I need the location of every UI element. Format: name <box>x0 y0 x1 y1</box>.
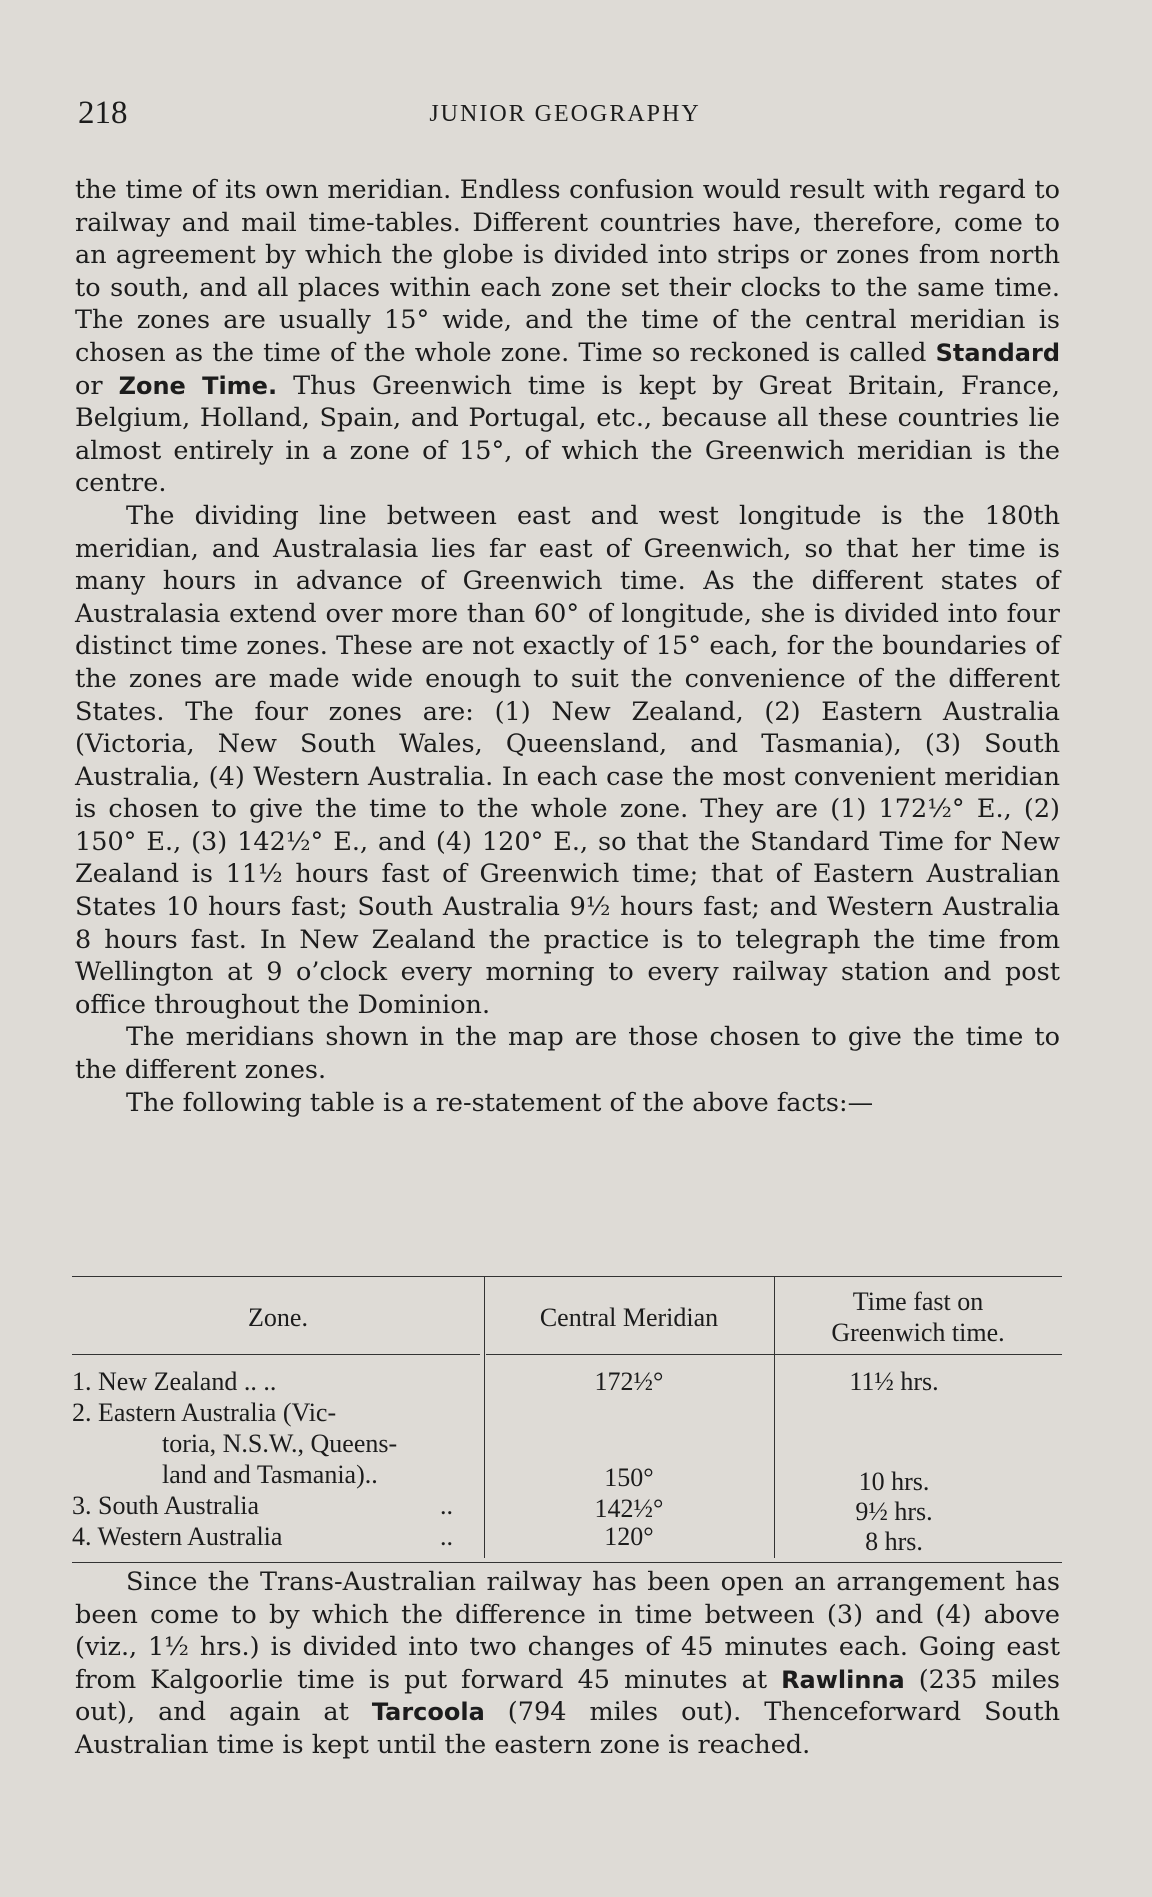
table-row-3-fast: 9½ hrs. <box>855 1497 933 1526</box>
table-bottom-rule <box>72 1562 1062 1563</box>
paragraph-1-text-a: the time of its own meridian. Endless confusion would result with regard to railway and mail time-tables. Different countries have, therefore, come to an agreement by which the globe is divided into strips or zones from north to south, and all places within each zone set their clocks to the same time. The zones are usually 15° wide, and the time of the central meridian is chosen as the time of the whole zone. Time so reckoned is called <box>75 175 1060 368</box>
table-row-1-meridian: 172½° <box>594 1367 664 1396</box>
header-zone: Zone. <box>248 1303 308 1332</box>
table-row-2-zone-line-1: 2. Eastern Australia (Vic- <box>72 1398 337 1427</box>
table-row-4-meridian: 120° <box>604 1522 654 1551</box>
table-row-3-leader: .. <box>440 1491 453 1520</box>
page-header <box>78 95 1052 135</box>
term-standard: Standard <box>935 338 1060 367</box>
paragraph-5-text-a: Since the Trans-Australian railway has been open an arrangement has been come to by which the difference in time between (3) and (4) above (viz., 1½ hrs.) is divided into two changes of 45 minutes each. Going east from Kalgoorlie time is put forward 45 minutes at <box>75 1567 1060 1695</box>
page-number: 218 <box>78 95 128 131</box>
paragraph-5-text-c: (235 miles out), and again at <box>75 1664 1061 1728</box>
header-time-fast-line-1: Time fast on <box>852 1287 984 1316</box>
table-row-2-zone-line-3: land and Tasmania).. <box>162 1460 378 1489</box>
place-tarcoola: Tarcoola <box>371 1698 485 1727</box>
table-row-1-zone: 1. New Zealand .. .. <box>72 1367 277 1396</box>
paragraph-1 <box>75 174 1060 500</box>
body-text-continued <box>75 1566 1060 1762</box>
body-text <box>75 174 1060 1119</box>
table-row-2-fast: 10 hrs. <box>858 1467 930 1496</box>
table-top-rule <box>72 1276 1062 1277</box>
table-row-4-leader: .. <box>440 1522 453 1551</box>
paragraph-5-text-d: (794 miles out). Thenceforward South Australian time is kept until the eastern zone is reached. <box>75 1697 1060 1760</box>
header-time-fast <box>774 1286 1062 1348</box>
table-row-3-zone: 3. South Australia <box>72 1491 260 1520</box>
paragraph-2: The dividing line between east and west longitude is the 180th meridian, and Australasia lies far east of Greenwich, so that her time is many hours in advance of Greenwich time. As the different states of Australasia extend over more than 60° of longitude, she is divided into four distinct time zones. These are not exactly of 15° each, for the boundaries of the zones are made wide enough to suit the convenience of the different States. The four zones are: (1) New Zealand, (2) Eastern Australia (Victoria, New South Wales, Queensland, and Tasmania), (3) South Australia, (4) Western Australia. In each case the most convenient meridian is chosen to give the time to the whole zone. They are (1) 172½° E., (2) 150° E., (3) 142½° E., and (4) 120° E., so that the Standard Time for New Zealand is 11½ hours fast of Greenwich time; that of Eastern Australian States 10 hours fast; South Australia 9½ hours fast; and Western Australia 8 hours fast. In New Zealand the practice is to telegraph the time from Wellington at 9 o’clock every morning to every railway station and post office throughout the Dominion. <box>75 500 1060 1020</box>
place-rawlinna: Rawlinna <box>781 1665 905 1694</box>
table-row-4-fast: 8 hrs. <box>865 1527 923 1556</box>
paragraph-1-text-d: Thus Greenwich time is kept by Great Britain, France, Belgium, Holland, Spain, and Portugal, etc., because all these countries lie almost entirely in a zone of 15°, of which the Greenwich meridian is the centre. <box>75 370 1061 499</box>
table-row-3-meridian: 142½° <box>594 1494 664 1523</box>
running-title: JUNIOR GEOGRAPHY <box>429 101 701 127</box>
term-zone-time: Zone Time. <box>118 371 278 400</box>
header-time-fast-line-2: Greenwich time. <box>831 1318 1005 1347</box>
paragraph-3: The meridians shown in the map are those chosen to give the time to the different zones. <box>75 1022 1060 1086</box>
paragraph-5 <box>75 1566 1060 1762</box>
header-central-meridian: Central Meridian <box>539 1303 719 1332</box>
paragraph-1-text-c: or <box>75 370 119 401</box>
table-row-1-fast: 11½ hrs. <box>849 1367 939 1396</box>
table-header-rule <box>486 1354 1062 1355</box>
table-row-2-zone-line-2: toria, N.S.W., Queens- <box>162 1429 398 1458</box>
paragraph-4: The following table is a re-statement of the above facts:— <box>126 1087 874 1118</box>
table-row-4-zone: 4. Western Australia <box>72 1522 283 1551</box>
table-header-rule <box>72 1354 480 1355</box>
table-row-2-meridian: 150° <box>604 1463 654 1492</box>
